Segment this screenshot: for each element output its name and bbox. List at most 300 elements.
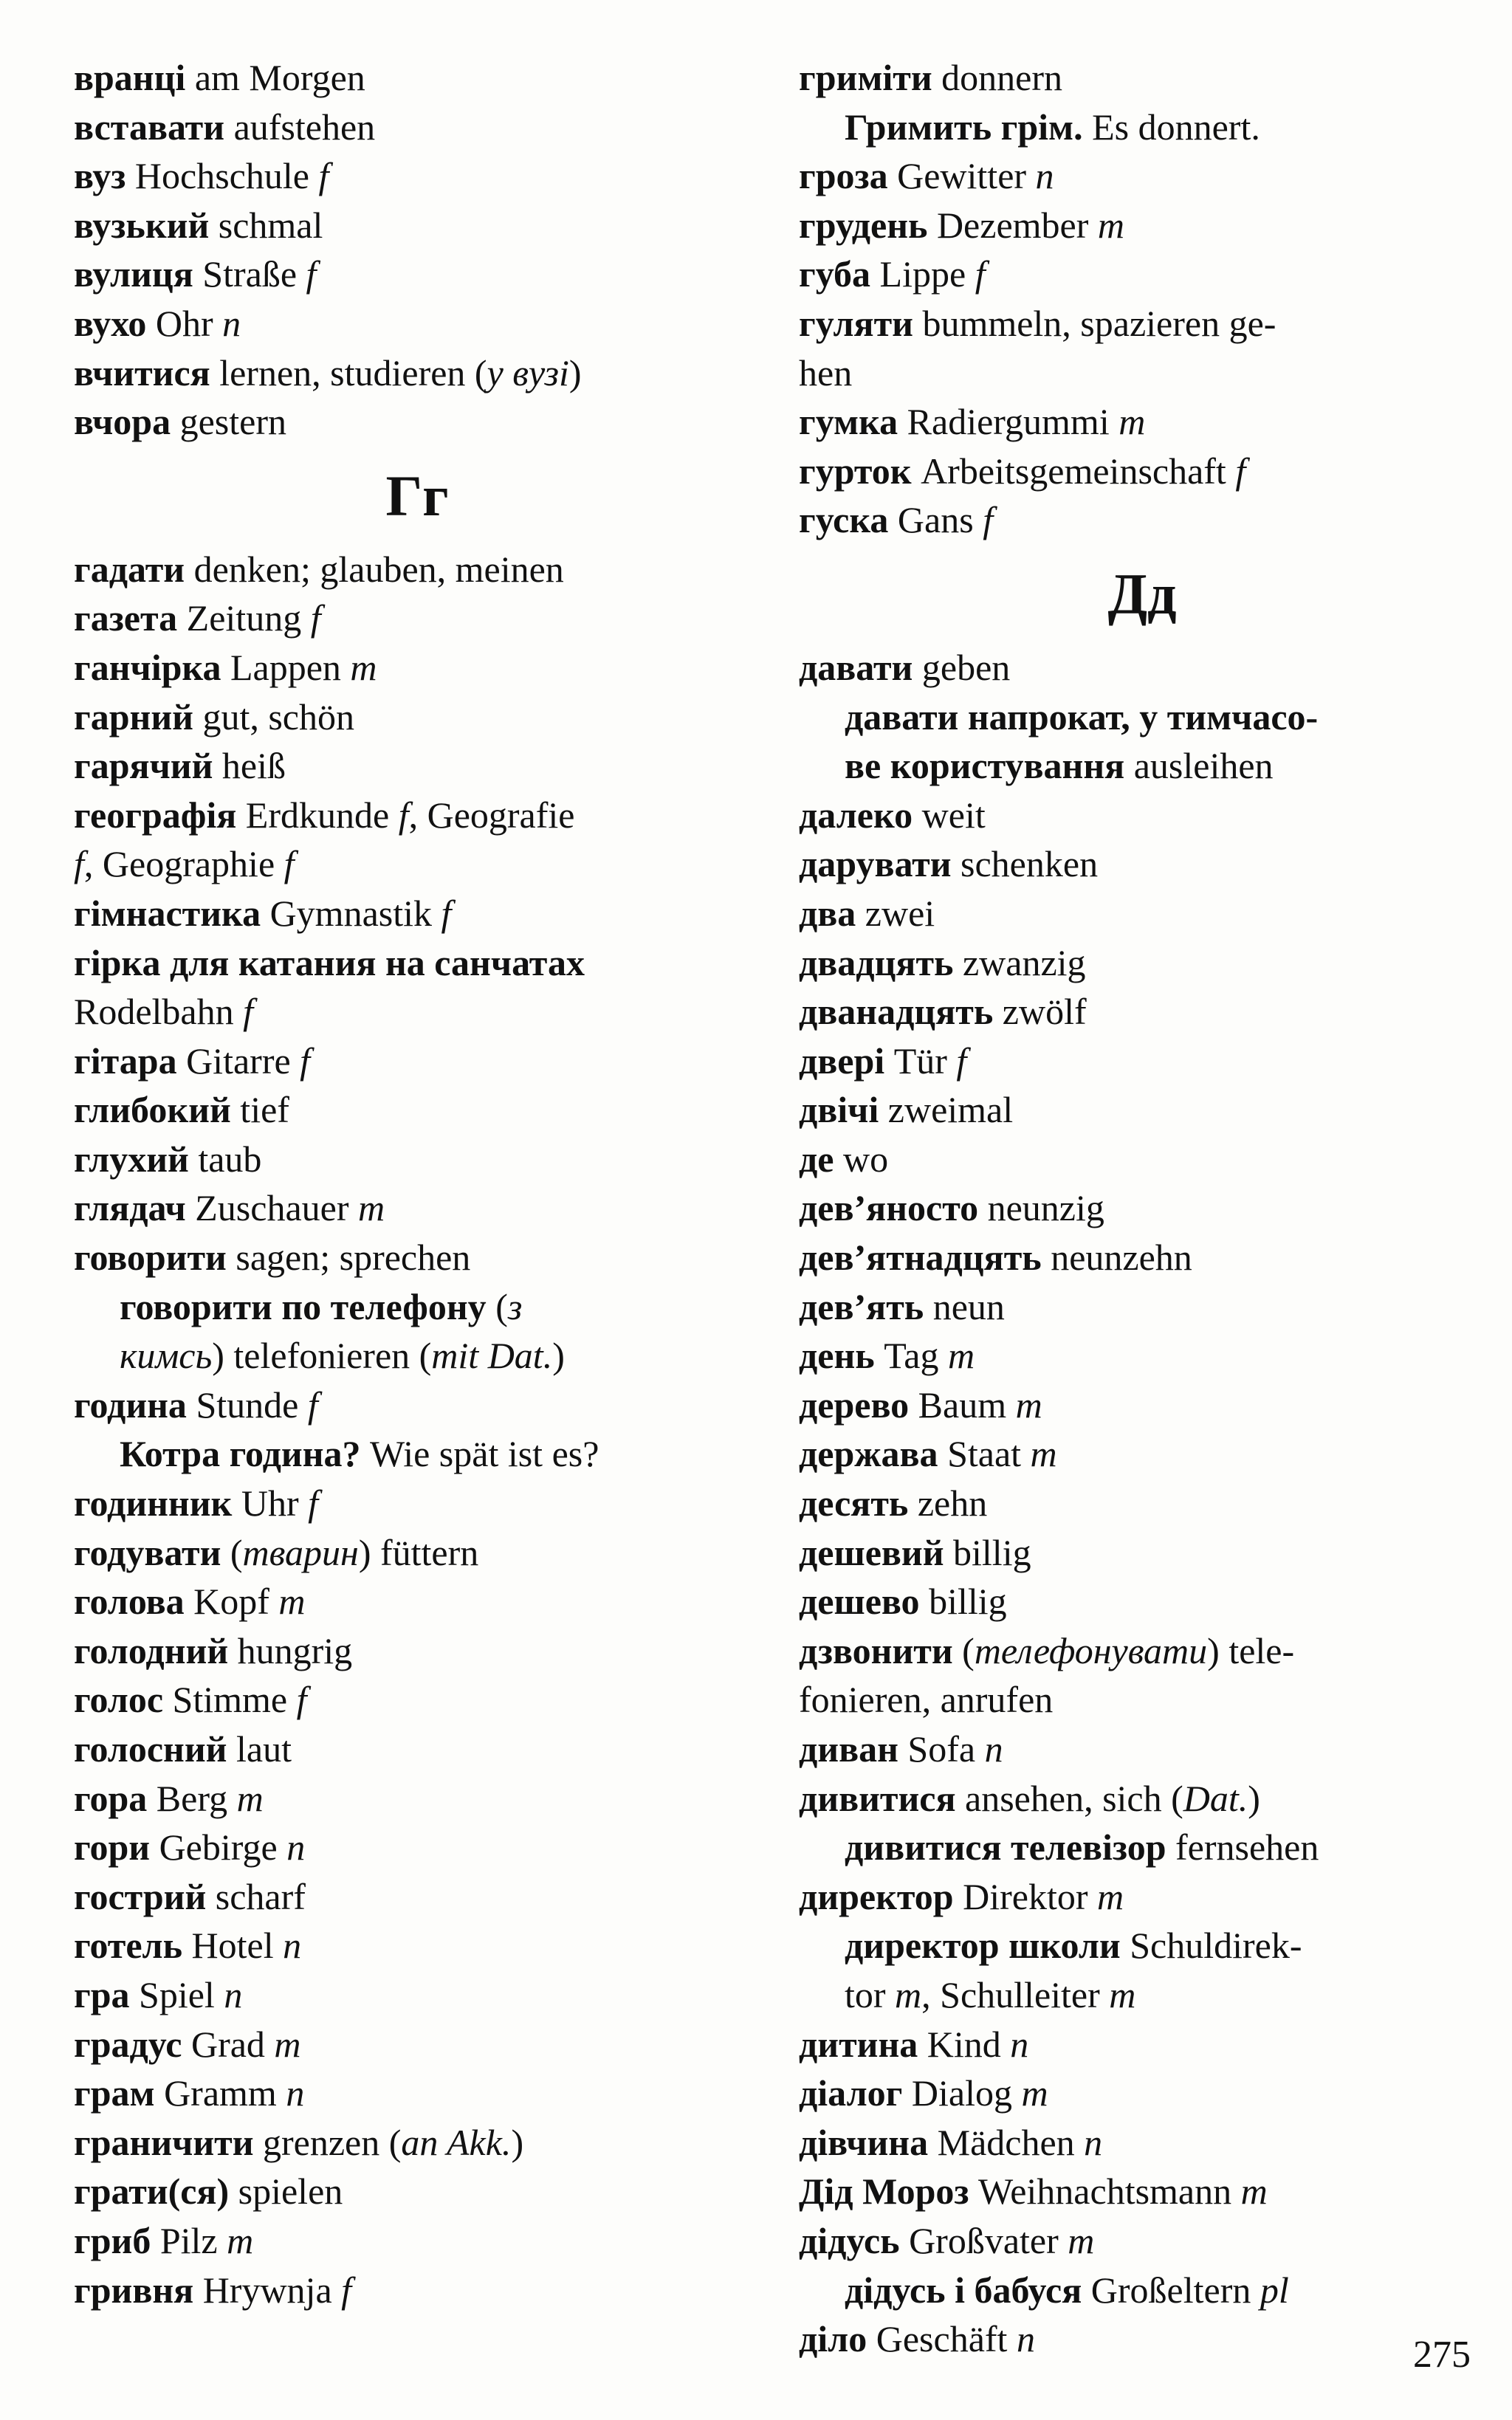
headword: говорити по телефону	[120, 1285, 487, 1327]
headword: дев’яносто	[799, 1187, 979, 1229]
headword: гадати	[74, 548, 185, 590]
grammar-note: кимсь	[120, 1335, 213, 1377]
grammar-note: f	[1235, 450, 1246, 492]
dictionary-line	[799, 1528, 1485, 1578]
grammar-note: n	[1084, 2121, 1103, 2163]
dictionary-line	[74, 1183, 760, 1233]
headword: гарячий	[74, 745, 213, 787]
grammar-note: m	[1240, 2170, 1268, 2213]
headword: глибокий	[74, 1089, 231, 1131]
dictionary-line	[799, 692, 1485, 742]
headword: вчора	[74, 401, 171, 443]
headword: десять	[799, 1482, 909, 1524]
translation: Gewitter	[887, 155, 1036, 197]
headword: грудень	[799, 204, 928, 246]
dictionary-line	[799, 643, 1485, 692]
translation: Wie spät ist es?	[360, 1433, 599, 1475]
grammar-note: f	[983, 499, 994, 541]
dictionary-line	[74, 1823, 760, 1872]
dictionary-line	[74, 2216, 760, 2266]
dictionary-line	[799, 447, 1485, 496]
headword: дідусь	[799, 2219, 900, 2261]
translation: bummeln, spazieren ge-	[913, 302, 1276, 344]
dictionary-line	[799, 1381, 1485, 1430]
translation: Hotel	[182, 1925, 284, 1967]
headword: гроза	[799, 155, 888, 197]
translation: taub	[188, 1138, 262, 1180]
translation: Lappen	[221, 646, 351, 688]
translation: tief	[230, 1089, 289, 1131]
headword: дзвонити	[799, 1629, 953, 1671]
dictionary-line	[74, 2069, 760, 2118]
headword: градус	[74, 2023, 182, 2065]
dictionary-line	[74, 151, 760, 201]
translation: neunzehn	[1041, 1237, 1192, 1279]
dictionary-line	[799, 1037, 1485, 1086]
dictionary-line	[74, 692, 760, 742]
translation: (	[486, 1285, 508, 1327]
dictionary-line	[799, 2020, 1485, 2069]
dictionary-line	[74, 1479, 760, 1528]
headword: гірка для катания на санчатах	[74, 941, 585, 983]
grammar-note: m	[274, 2023, 301, 2065]
translation: Berg	[147, 1777, 237, 1819]
dictionary-line	[74, 791, 760, 840]
translation: Pilz	[151, 2219, 227, 2261]
headword: день	[799, 1335, 875, 1377]
dictionary-line	[799, 1429, 1485, 1479]
grammar-note: m	[1015, 1383, 1042, 1426]
dictionary-line	[74, 1675, 760, 1725]
grammar-note: f	[398, 794, 409, 836]
grammar-note: pl	[1260, 2269, 1289, 2311]
dictionary-line	[74, 1429, 760, 1479]
translation: tor	[845, 1973, 896, 2015]
headword: гарний	[74, 695, 193, 738]
dictionary-line	[799, 938, 1485, 988]
grammar-note: f	[74, 843, 84, 885]
grammar-note: m	[1021, 2072, 1048, 2114]
dictionary-line	[799, 2118, 1485, 2168]
right-column	[799, 53, 1485, 2364]
dictionary-line	[799, 250, 1485, 299]
translation: schenken	[951, 843, 1099, 885]
grammar-note: n	[984, 1728, 1003, 1770]
dictionary-line	[799, 495, 1485, 545]
dictionary-line	[74, 987, 760, 1037]
headword: глядач	[74, 1187, 186, 1229]
dictionary-line	[799, 151, 1485, 201]
headword: глухий	[74, 1138, 189, 1180]
translation: Gebirge	[150, 1826, 287, 1869]
translation: Baum	[909, 1383, 1016, 1426]
translation: ausleihen	[1124, 745, 1274, 787]
dictionary-line	[799, 1970, 1485, 2020]
dictionary-line	[74, 250, 760, 299]
grammar-note: m	[227, 2219, 254, 2261]
grammar-note: f	[306, 253, 317, 295]
grammar-note: f	[296, 1679, 307, 1721]
dictionary-line	[799, 2216, 1485, 2266]
translation: sagen; sprechen	[226, 1237, 471, 1279]
translation: denken; glauben, meinen	[185, 548, 564, 590]
translation: Gymnastik	[261, 892, 441, 934]
headword: дерево	[799, 1383, 910, 1426]
grammar-note: Dat.	[1183, 1777, 1248, 1819]
translation: weit	[913, 794, 986, 836]
headword: гриб	[74, 2219, 151, 2261]
dictionary-line	[74, 2167, 760, 2216]
grammar-note: m	[1097, 204, 1124, 246]
headword: давати	[799, 646, 913, 688]
dictionary-line	[74, 1381, 760, 1430]
translation: Grad	[182, 2023, 275, 2065]
headword: голова	[74, 1581, 185, 1623]
headword: де	[799, 1138, 834, 1180]
translation: schmal	[209, 204, 323, 246]
headword: дев’ять	[799, 1285, 924, 1327]
headword: граничити	[74, 2121, 254, 2163]
headword: далеко	[799, 794, 913, 836]
dictionary-line	[74, 1970, 760, 2020]
dictionary-line	[74, 1085, 760, 1135]
dictionary-line	[799, 1823, 1485, 1872]
dictionary-line	[799, 1626, 1485, 1676]
dictionary-line	[74, 594, 760, 643]
grammar-note: n	[286, 1826, 306, 1869]
grammar-note: m	[236, 1777, 264, 1819]
dictionary-line	[799, 1331, 1485, 1381]
dictionary-line	[799, 1725, 1485, 1774]
translation: Ohr	[146, 302, 223, 344]
translation: Spiel	[129, 1973, 224, 2015]
letter-heading: Гг	[385, 463, 449, 528]
translation: Hrywnja	[193, 2269, 342, 2311]
translation: billig	[944, 1531, 1031, 1573]
headword: говорити	[74, 1237, 227, 1279]
headword: газета	[74, 597, 178, 639]
translation: Tür	[884, 1039, 957, 1082]
headword: вузький	[74, 204, 210, 246]
grammar-note: f	[284, 843, 295, 885]
translation: Stimme	[163, 1679, 297, 1721]
translation: Hochschule	[126, 155, 319, 197]
headword: гора	[74, 1777, 148, 1819]
grammar-note: an Akk.	[401, 2121, 512, 2163]
dictionary-line	[74, 1872, 760, 1922]
translation: grenzen (	[253, 2121, 402, 2163]
grammar-note: n	[1016, 2318, 1035, 2360]
headword: дивитися телевізор	[845, 1826, 1166, 1869]
headword: готель	[74, 1925, 183, 1967]
translation: Tag	[874, 1335, 948, 1377]
headword: вставати	[74, 106, 225, 148]
translation: Direktor	[953, 1875, 1098, 1917]
headword: ве користування	[845, 745, 1125, 787]
grammar-note: m	[350, 646, 377, 688]
translation: Straße	[193, 253, 306, 295]
translation: Kopf	[184, 1581, 279, 1623]
grammar-note: f	[956, 1039, 967, 1082]
headword: держава	[799, 1433, 938, 1475]
translation: Uhr	[232, 1482, 309, 1524]
translation: zwei	[856, 892, 935, 934]
translation: Staat	[938, 1433, 1031, 1475]
grammar-note: m	[1030, 1433, 1057, 1475]
dictionary-line	[74, 103, 760, 152]
headword: голос	[74, 1679, 164, 1721]
headword: дарувати	[799, 843, 952, 885]
translation: , Geographie	[83, 843, 284, 885]
headword: діалог	[799, 2072, 903, 2114]
translation: heiß	[213, 745, 286, 787]
translation: Rodelbahn	[74, 991, 244, 1033]
translation: )	[568, 351, 582, 393]
translation: Großvater	[899, 2219, 1068, 2261]
headword: давати напрокат, у тимчасо-	[845, 695, 1319, 738]
dictionary-line	[74, 1282, 760, 1332]
grammar-note: m	[358, 1187, 385, 1229]
grammar-note: f	[310, 597, 321, 639]
translation: hen	[799, 351, 853, 393]
dictionary-line	[74, 1577, 760, 1626]
headword: гриміти	[799, 57, 932, 98]
translation: Radiergummi	[898, 401, 1119, 443]
dictionary-line	[799, 791, 1485, 840]
grammar-note: телефонувати	[974, 1629, 1208, 1671]
translation: , Geografie	[408, 794, 575, 836]
grammar-note: тварин	[242, 1531, 359, 1573]
dictionary-line	[74, 2020, 760, 2069]
grammar-note: m	[1118, 401, 1146, 443]
translation: Kind	[918, 2023, 1011, 2065]
headword: диван	[799, 1728, 898, 1770]
grammar-note: m	[1109, 1973, 1136, 2015]
translation: Es donnert.	[1082, 106, 1260, 148]
translation: Dialog	[902, 2072, 1022, 2114]
headword: гра	[74, 1973, 130, 2015]
translation: laut	[227, 1728, 292, 1770]
translation: Lippe	[870, 253, 975, 295]
translation: )	[552, 1335, 565, 1377]
headword: гімнастика	[74, 892, 261, 934]
translation: am Morgen	[185, 57, 365, 98]
translation: ) tele-	[1207, 1629, 1295, 1671]
headword: грати(ся)	[74, 2170, 230, 2213]
dictionary-line	[74, 1774, 760, 1823]
headword: дівчина	[799, 2121, 929, 2163]
translation: ) telefonieren (	[212, 1335, 432, 1377]
translation: Stunde	[186, 1383, 308, 1426]
translation: , Schulleiter	[921, 1973, 1110, 2015]
grammar-note: m	[1068, 2219, 1095, 2261]
translation: Weihnachtsmann	[969, 2170, 1241, 2213]
dictionary-line	[74, 397, 760, 447]
dictionary-line	[799, 2069, 1485, 2118]
translation: (	[221, 1531, 243, 1573]
dictionary-line	[74, 1135, 760, 1184]
dictionary-line	[74, 839, 760, 889]
page-number: 275	[1413, 2334, 1471, 2376]
dictionary-line	[74, 1626, 760, 1676]
headword: гумка	[799, 401, 898, 443]
translation: neun	[924, 1285, 1005, 1327]
dictionary-line	[74, 1725, 760, 1774]
dictionary-line	[799, 2266, 1485, 2315]
dictionary-line	[74, 1921, 760, 1970]
dictionary-line	[799, 103, 1485, 152]
headword: Гримить грім.	[845, 106, 1083, 148]
dictionary-line	[799, 1135, 1485, 1184]
headword: голодний	[74, 1629, 229, 1671]
headword: гуска	[799, 499, 889, 541]
dictionary-line	[74, 348, 760, 398]
headword: вухо	[74, 302, 147, 344]
translation: zehn	[908, 1482, 988, 1524]
dictionary-line	[799, 1085, 1485, 1135]
dictionary-line	[74, 938, 760, 988]
translation: wo	[834, 1138, 889, 1180]
translation: zwölf	[993, 991, 1087, 1033]
grammar-note: m	[947, 1335, 975, 1377]
headword: директор школи	[845, 1925, 1121, 1967]
translation: Zuschauer	[185, 1187, 358, 1229]
dictionary-line	[799, 2167, 1485, 2216]
grammar-note: m	[1097, 1875, 1124, 1917]
dictionary-line	[799, 741, 1485, 791]
translation: )	[1248, 1777, 1260, 1819]
headword: гуляти	[799, 302, 913, 344]
headword: грам	[74, 2072, 155, 2114]
headword: ганчірка	[74, 646, 221, 688]
grammar-note: f	[341, 2269, 352, 2311]
dictionary-line	[799, 1183, 1485, 1233]
grammar-note: f	[300, 1039, 311, 1082]
headword: гострий	[74, 1875, 207, 1917]
headword: година	[74, 1383, 187, 1426]
dictionary-line	[799, 1479, 1485, 1528]
dictionary-line	[74, 1528, 760, 1578]
headword: дитина	[799, 2023, 918, 2065]
dictionary-line	[74, 1233, 760, 1282]
dictionary-line	[74, 889, 760, 938]
headword: вранці	[74, 57, 186, 98]
left-column	[74, 53, 760, 2314]
translation: Gramm	[154, 2072, 286, 2114]
translation: )	[511, 2121, 524, 2163]
dictionary-line	[74, 53, 760, 103]
translation: Gans	[888, 499, 983, 541]
grammar-note: m	[278, 1581, 306, 1623]
dictionary-line	[799, 1233, 1485, 1282]
translation: (	[952, 1629, 975, 1671]
headword: Котра година?	[120, 1433, 361, 1475]
grammar-note: m	[895, 1973, 922, 2015]
headword: гурток	[799, 450, 912, 492]
headword: географія	[74, 794, 237, 836]
grammar-note: f	[243, 991, 254, 1033]
translation: Sofa	[898, 1728, 985, 1770]
dictionary-line	[799, 1675, 1485, 1725]
dictionary-line	[74, 643, 760, 692]
translation: zweimal	[879, 1089, 1014, 1131]
translation: billig	[919, 1581, 1007, 1623]
headword: директор	[799, 1875, 954, 1917]
headword: гори	[74, 1826, 151, 1869]
grammar-note: з	[507, 1285, 523, 1327]
grammar-note: n	[224, 1973, 243, 2015]
dictionary-line	[799, 1282, 1485, 1332]
headword: дешево	[799, 1581, 920, 1623]
translation: zwanzig	[953, 941, 1086, 983]
headword: двері	[799, 1039, 885, 1082]
translation: Großeltern	[1082, 2269, 1260, 2311]
translation: Erdkunde	[236, 794, 399, 836]
headword: губа	[799, 253, 871, 295]
translation: donnern	[932, 57, 1062, 98]
translation: fernsehen	[1166, 1826, 1319, 1869]
headword: годинник	[74, 1482, 233, 1524]
headword: дешевий	[799, 1531, 944, 1573]
translation: spielen	[229, 2170, 343, 2213]
dictionary-line	[799, 1577, 1485, 1626]
translation: Schuldirek-	[1120, 1925, 1302, 1967]
grammar-note: n	[1035, 155, 1054, 197]
translation: Geschäft	[867, 2318, 1017, 2360]
dictionary-line	[74, 201, 760, 250]
dictionary-line	[799, 2314, 1485, 2364]
headword: вчитися	[74, 351, 210, 393]
grammar-note: n	[1010, 2023, 1029, 2065]
dictionary-line	[74, 1037, 760, 1086]
dictionary-line	[799, 1774, 1485, 1823]
dictionary-line	[74, 545, 760, 594]
translation: hungrig	[228, 1629, 353, 1671]
translation: ansehen, sich (	[955, 1777, 1183, 1819]
grammar-note: f	[318, 155, 329, 197]
translation: aufstehen	[224, 106, 376, 148]
dictionary-line	[74, 2118, 760, 2168]
grammar-note: n	[286, 2072, 305, 2114]
headword: дев’ятнадцять	[799, 1237, 1042, 1279]
headword: годувати	[74, 1531, 221, 1573]
headword: двічі	[799, 1089, 879, 1131]
dictionary-line	[74, 299, 760, 348]
grammar-note: mit Dat.	[431, 1335, 553, 1377]
grammar-note: n	[283, 1925, 302, 1967]
dictionary-line	[799, 397, 1485, 447]
translation: ) füttern	[358, 1531, 479, 1573]
translation: Mädchen	[928, 2121, 1085, 2163]
dictionary-line	[799, 839, 1485, 889]
dictionary-line	[799, 201, 1485, 250]
translation: lernen, studieren (	[210, 351, 487, 393]
headword: гривня	[74, 2269, 194, 2311]
dictionary-line	[799, 1921, 1485, 1970]
headword: дідусь і бабуся	[845, 2269, 1082, 2311]
headword: двадцять	[799, 941, 954, 983]
translation: Dezember	[927, 204, 1098, 246]
headword: два	[799, 892, 856, 934]
headword: гітара	[74, 1039, 177, 1082]
dictionary-line	[799, 987, 1485, 1037]
dictionary-line	[74, 741, 760, 791]
translation: scharf	[206, 1875, 306, 1917]
translation: gut, schön	[193, 695, 354, 738]
dictionary-line	[799, 53, 1485, 103]
grammar-note: n	[222, 302, 241, 344]
dictionary-line	[799, 889, 1485, 938]
